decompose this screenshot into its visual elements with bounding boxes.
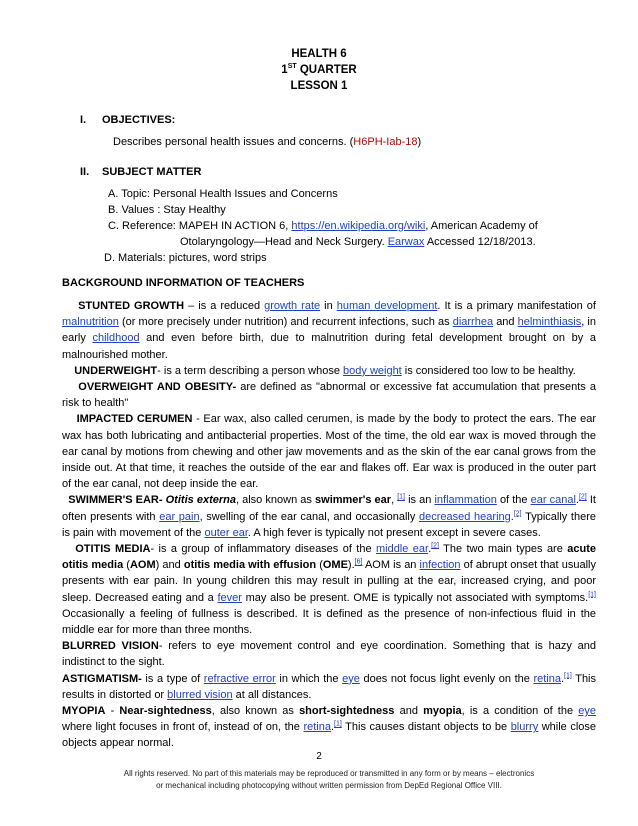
reference-suffix: , American Academy of bbox=[425, 220, 538, 232]
link-blurred-vision[interactable]: blurred vision bbox=[167, 688, 233, 701]
subject-values: B. Values : Stay Healthy bbox=[108, 204, 226, 216]
objectives-body: Describes personal health issues and concerns. ( bbox=[113, 136, 354, 148]
subject-label: SUBJECT MATTER bbox=[102, 166, 202, 178]
myopia-para: MYOPIA - Near-sightedness, also known as short-sightedness and myopia, is a condition of the eye where light focuses in front of, instead of on, the retina.[1] This causes distant objects to be blurry while close objects appear normal. bbox=[62, 705, 597, 750]
subject-reference-cont bbox=[180, 236, 536, 248]
link-blurry[interactable]: blurry bbox=[510, 721, 539, 734]
objectives-text bbox=[113, 136, 421, 148]
subject-number: II. bbox=[80, 166, 90, 178]
otitis-media-para: OTITIS MEDIA- is a group of inflammatory diseases of the middle ear.[2] The two main types are acute otitis media (AOM) and otitis media with effusion (OME).[6] AOM is an infection of abrupt onset that usually presents with ear pain. In young children this may result in pulling at the ear, increased crying, and poor sleep. Decreased eating and a fever may also be present. OME is typically not associated with symptoms.[1] Occasionally a feeling of fullness is described. It is defined as the presence of non-infectious fluid in the middle ear for more than three months. bbox=[62, 542, 596, 637]
astigmatism-para: ASTIGMATISM- is a type of refractive error in which the eye does not focus light evenly on the retina.[1] This results in distorted or blurred vision at all distances. bbox=[62, 672, 597, 701]
reference-prefix: C. Reference: MAPEH IN ACTION 6, bbox=[108, 220, 292, 232]
stunted-growth-para: STUNTED GROWTH – is a reduced growth rate in human development. It is a primary manifestation of malnutrition (or more precisely under nutrition) and recurrent infections, such as diarrhea and helminthiasis, in early childhood and even before birth, due to malnutrition during fetal development brought on by a malnourished mother. bbox=[62, 300, 597, 361]
link-decreased-hearing[interactable]: decreased hearing bbox=[419, 510, 511, 523]
objectives-label: OBJECTIVES: bbox=[102, 114, 176, 126]
swimmers-ear-para: SWIMMER'S EAR- Otitis externa, also known as swimmer's ear, [1] is an inflammation of the ear canal.[2] It often presents with ear pain, swelling of the ear canal, and occasionally decreased hearing.[2] Typically there is pain with movement of the outer ear. A high fever is typically not present except in severe cases. bbox=[62, 493, 596, 539]
objectives-number: I. bbox=[80, 114, 87, 126]
link-fever[interactable]: fever bbox=[217, 591, 242, 604]
background-body bbox=[62, 298, 596, 752]
objectives-heading bbox=[80, 114, 175, 126]
competency-code: H6PH-Iab-18 bbox=[353, 136, 418, 148]
reference-cont-prefix: Otolaryngology—Head and Neck Surgery. bbox=[180, 236, 388, 248]
blurred-vision-para: BLURRED VISION- refers to eye movement control and eye coordination. Something that is hazy and indistinct to the sight. bbox=[62, 640, 596, 669]
subject-reference bbox=[108, 220, 538, 232]
doc-quarter bbox=[0, 64, 638, 76]
quarter-number: 1 bbox=[281, 64, 288, 76]
background-heading: BACKGROUND INFORMATION OF TEACHERS bbox=[62, 277, 305, 289]
link-retina-2[interactable]: retina bbox=[303, 721, 331, 734]
link-eye-2[interactable]: eye bbox=[578, 705, 597, 718]
reference-cont-suffix: Accessed 12/18/2013. bbox=[424, 236, 536, 248]
objectives-close: ) bbox=[417, 136, 422, 148]
link-eye[interactable]: eye bbox=[342, 672, 360, 685]
wikipedia-link[interactable]: https://en.wikipedia.org/wiki bbox=[291, 220, 426, 232]
overweight-para: OVERWEIGHT AND OBESITY- are defined as "abnormal or excessive fat accumulation that presents a risk to health" bbox=[62, 381, 596, 410]
earwax-link[interactable]: Earwax bbox=[387, 236, 425, 248]
doc-title: HEALTH 6 bbox=[291, 48, 347, 60]
link-infection[interactable]: infection bbox=[419, 559, 461, 572]
doc-lesson: LESSON 1 bbox=[290, 80, 348, 92]
link-body-weight[interactable]: body weight bbox=[343, 364, 402, 377]
copyright-footer bbox=[62, 768, 596, 792]
page-number: 2 bbox=[316, 751, 322, 762]
link-middle-ear[interactable]: middle ear bbox=[375, 543, 429, 556]
link-refractive-error[interactable]: refractive error bbox=[203, 672, 276, 685]
link-human-development[interactable]: human development bbox=[336, 300, 438, 312]
quarter-word: QUARTER bbox=[296, 64, 357, 76]
link-ear-canal[interactable]: ear canal bbox=[530, 494, 576, 507]
footer-line-1: All rights reserved. No part of this materials may be reproduced or transmitted in any form or by means – electronics bbox=[123, 769, 535, 778]
link-outer-ear[interactable]: outer ear bbox=[204, 526, 248, 539]
link-inflammation[interactable]: inflammation bbox=[434, 494, 497, 507]
subject-topic: A. Topic: Personal Health Issues and Concerns bbox=[108, 188, 338, 200]
link-retina[interactable]: retina bbox=[533, 672, 561, 685]
link-diarrhea[interactable]: diarrhea bbox=[452, 316, 494, 329]
link-childhood[interactable]: childhood bbox=[92, 332, 140, 345]
subject-materials: D. Materials: pictures, word strips bbox=[104, 252, 267, 264]
footer-line-2: or mechanical including photocopying without written permission from DepEd Regional Office VIII. bbox=[156, 781, 502, 790]
link-helminthiasis[interactable]: helminthiasis bbox=[517, 316, 582, 329]
link-malnutrition[interactable]: malnutrition bbox=[62, 316, 119, 329]
cerumen-para: IMPACTED CERUMEN - Ear wax, also called cerumen, is made by the body to protect the ears. The ear wax has both lubricating and antibacterial properties. Most of the time, the old ear wax is moved through the ear canal by motions from chewing and other jaw movements and as the skin of the ear canal grows from the inside out. At that time, it reaches the outside of the ear and flakes off. Ear wax is produced in the outer part of the ear canal, not deep inside the ear. bbox=[62, 413, 596, 491]
underweight-para: UNDERWEIGHT- is a term describing a person whose body weight is considered too low to be healthy. bbox=[74, 364, 576, 377]
quarter-superscript: ST bbox=[287, 63, 297, 71]
link-growth-rate[interactable]: growth rate bbox=[264, 300, 321, 312]
link-ear-pain[interactable]: ear pain bbox=[159, 510, 200, 523]
subject-heading bbox=[80, 166, 201, 178]
